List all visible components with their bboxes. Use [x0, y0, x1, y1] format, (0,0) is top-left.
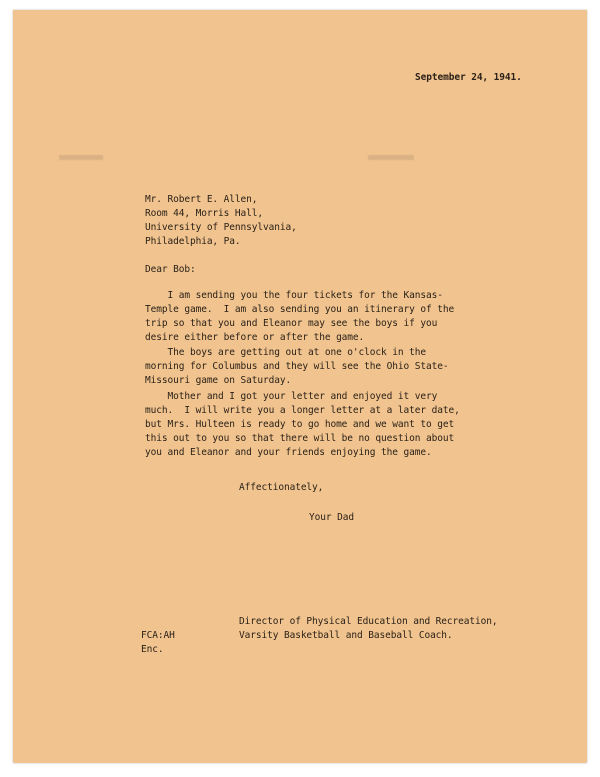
ink-smudge-right — [368, 155, 414, 160]
paragraph-line: you and Eleanor and your friends enjoying the game. — [145, 447, 432, 458]
enclosure-note: Enc. — [141, 644, 164, 655]
salutation: Dear Bob: — [145, 264, 196, 275]
paragraph-line: this out to you so that there will be no question about — [145, 433, 455, 444]
ink-smudge-left — [59, 155, 103, 160]
paragraph-line: desire either before or after the game. — [145, 332, 365, 343]
title-line: Varsity Basketball and Baseball Coach. — [239, 630, 453, 641]
address-line: University of Pennsylvania, — [145, 222, 297, 233]
closing: Affectionately, — [239, 482, 324, 493]
address-line: Philadelphia, Pa. — [145, 236, 241, 247]
paragraph-line: morning for Columbus and they will see the Ohio State- — [145, 361, 449, 372]
paragraph-line: but Mrs. Hulteen is ready to go home and we want to get — [145, 419, 455, 430]
reference-initials: FCA:AH — [141, 630, 175, 641]
paragraph-boys — [145, 346, 448, 388]
signature: Your Dad — [309, 512, 354, 523]
sender-title — [239, 615, 498, 643]
address-line: Mr. Robert E. Allen, — [145, 194, 258, 205]
paragraph-line: Missouri game on Saturday. — [145, 375, 292, 386]
paragraph-mother — [145, 390, 460, 460]
paragraph-line: much. I will write you a longer letter at a later date, — [145, 405, 460, 416]
paragraph-line: I am sending you the four tickets for the Kansas- — [145, 290, 443, 301]
paragraph-line: The boys are getting out at one o'clock in the — [145, 347, 426, 358]
paragraph-line: Temple game. I am also sending you an itinerary of the — [145, 304, 455, 315]
address-line: Room 44, Morris Hall, — [145, 208, 264, 219]
paragraph-line: trip so that you and Eleanor may see the boys if you — [145, 318, 438, 329]
paragraph-tickets — [145, 289, 454, 345]
letter-page — [13, 10, 587, 763]
paragraph-line: Mother and I got your letter and enjoyed it very — [145, 391, 438, 402]
recipient-address — [145, 193, 297, 249]
letter-date: September 24, 1941. — [415, 72, 522, 83]
title-line: Director of Physical Education and Recreation, — [239, 616, 498, 627]
